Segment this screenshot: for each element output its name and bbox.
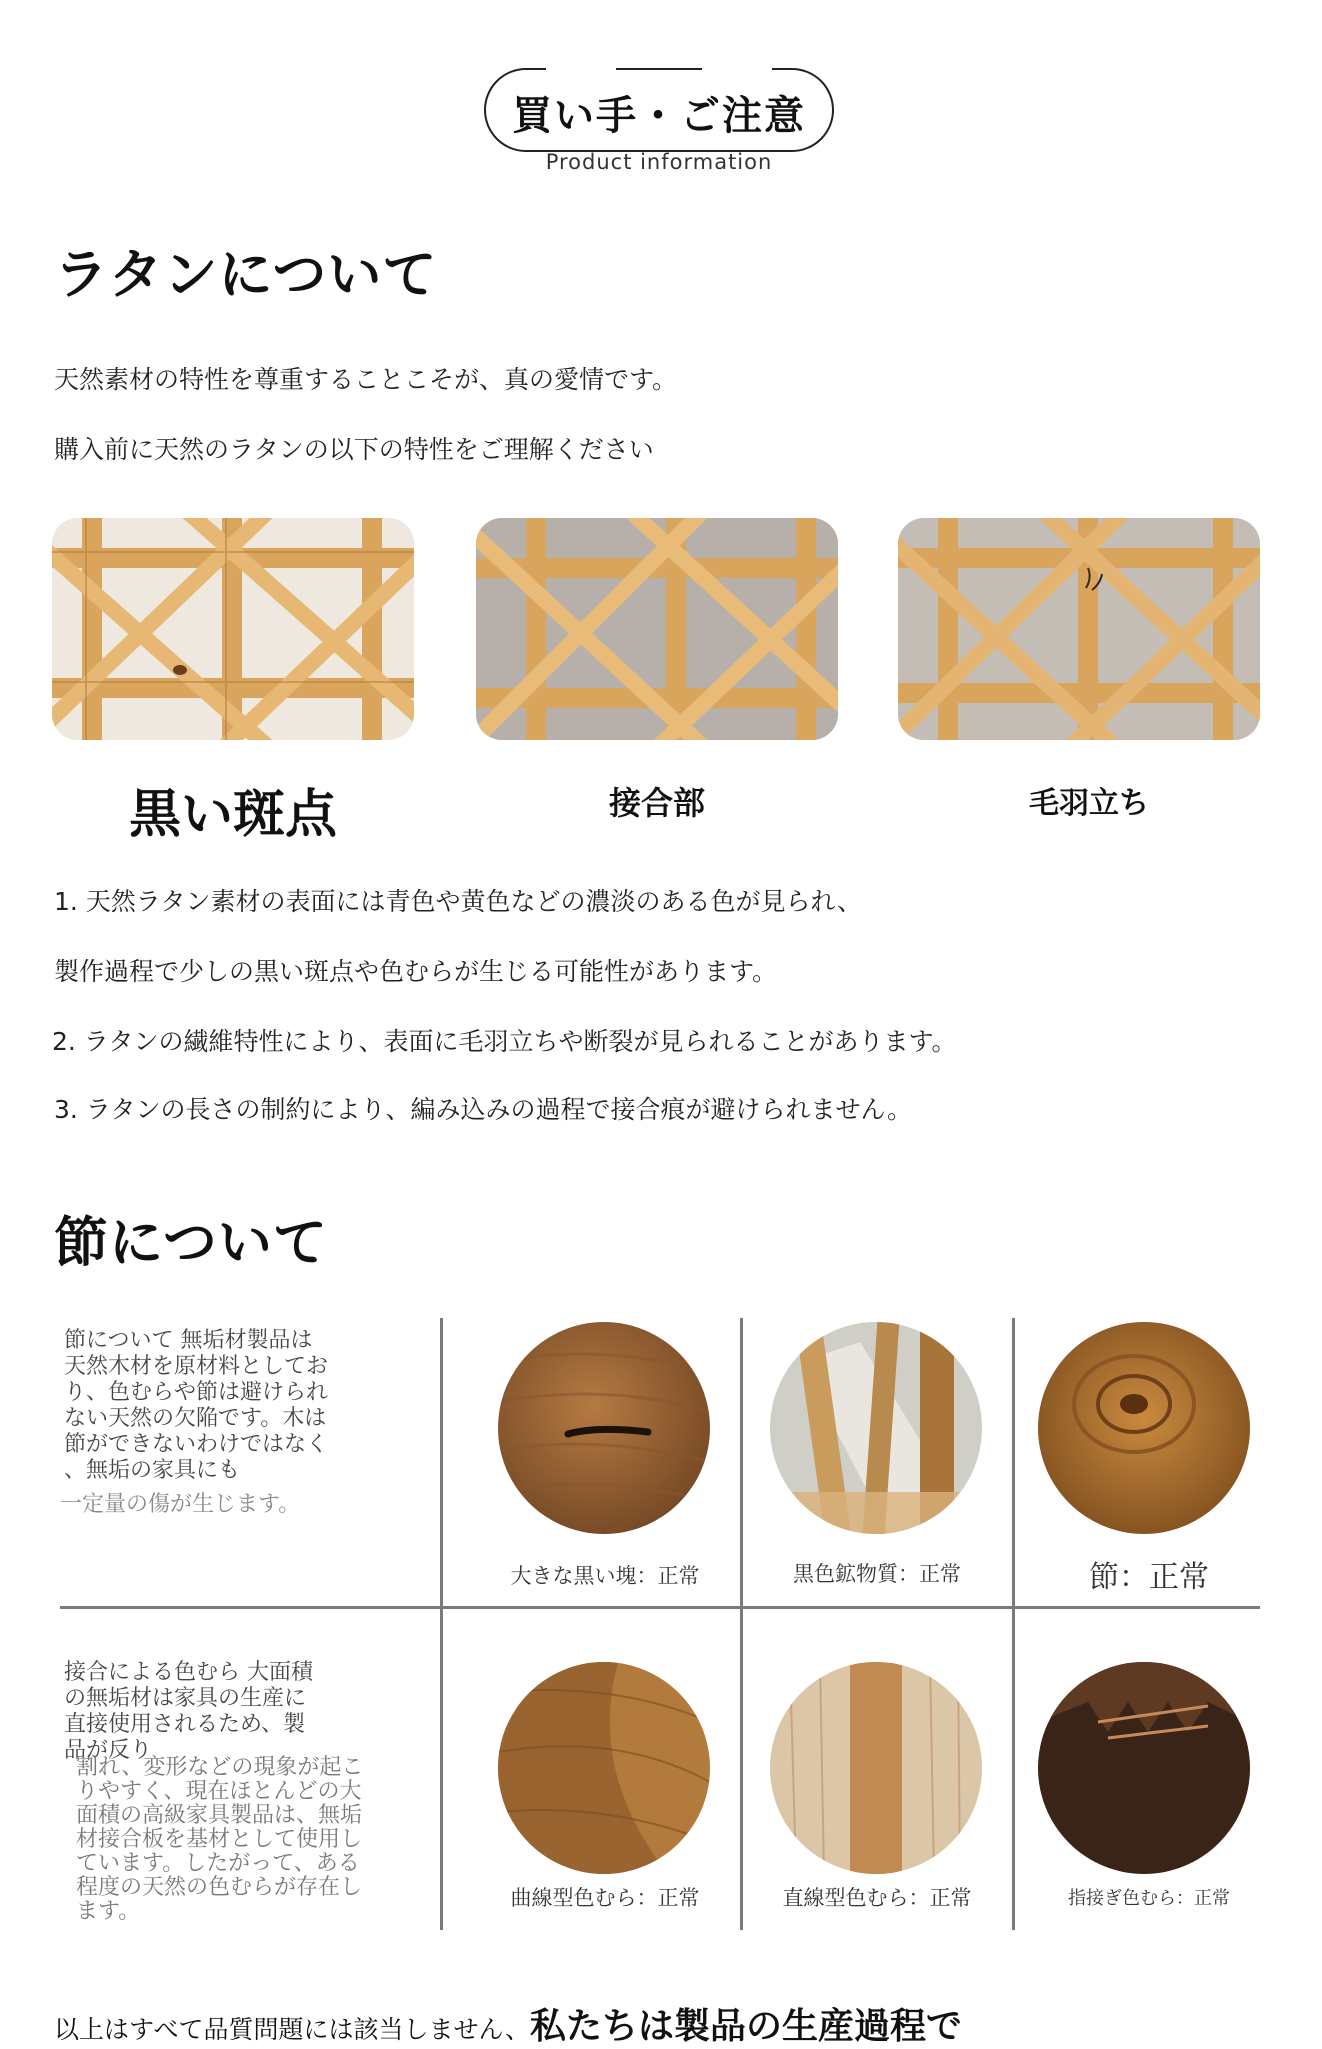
grain-caption-finger-joint: 指接ぎ色むら：正常 — [1068, 1888, 1230, 1909]
header-badge — [484, 68, 834, 152]
rattan-note-2: 2. ラタンの繊維特性により、表面に毛羽立ちや断裂が見られることがあります。 — [52, 1027, 957, 1056]
grain-caption-straight: 直線型色むら：正常 — [782, 1886, 972, 1910]
grid-divider-h — [60, 1606, 1260, 1609]
grid-divider-v1 — [440, 1318, 443, 1930]
rattan-intro-2: 購入前に天然のラタンの以下の特性をご理解ください — [54, 435, 654, 464]
rattan-photo-joints — [476, 518, 838, 740]
rattan-note-3: 3. ラタンの長さの制約により、編み込みの過程で接合痕が避けられません。 — [54, 1095, 913, 1124]
grain-photo-finger-joint — [1038, 1662, 1250, 1874]
knot-caption-black-mineral: 黒色鉱物質：正常 — [793, 1562, 961, 1586]
footer-note — [54, 1998, 962, 2049]
rattan-photo-fuzz — [898, 518, 1260, 740]
knot-photo-knot — [1038, 1322, 1250, 1534]
grain-photo-straight — [770, 1662, 982, 1874]
knot-caption-knot: 節：正常 — [1089, 1560, 1209, 1595]
grain-photo-curved — [498, 1662, 710, 1874]
rattan-intro-1: 天然素材の特性を尊重することこそが、真の愛情です。 — [54, 365, 678, 394]
header-title: 買い手・ご注意 — [512, 93, 806, 139]
knots-row1-text: 節について 無垢材製品は 天然木材を原材料としてお り、色むらや節は避けられ ない天然の欠陥です。木は 節ができないわけではなく 、無垢の家具にも 一定量の傷が生じます。 — [60, 1328, 329, 1517]
rattan-note-1b: 製作過程で少しの黒い斑点や色むらが生じる可能性があります。 — [54, 957, 778, 986]
rattan-caption-fuzz: 毛羽立ち — [1029, 786, 1149, 821]
knot-caption-black-lump: 大きな黒い塊：正常 — [510, 1564, 700, 1588]
knot-photo-black-mineral — [770, 1322, 982, 1534]
knot-photo-black-lump — [498, 1322, 710, 1534]
rattan-caption-black-spots: 黒い斑点 — [128, 785, 337, 845]
rattan-photo-black-spots — [52, 518, 414, 740]
knots-section-title: 節について — [54, 1211, 328, 1274]
rattan-note-1: 1. 天然ラタン素材の表面には青色や黄色などの濃淡のある色が見られ、 — [54, 887, 863, 916]
footer-note-small: 以上はすべて品質問題には該当しません、 — [54, 2015, 531, 2044]
rattan-caption-joints: 接合部 — [608, 784, 705, 822]
footer-note-big: 私たちは製品の生産過程で — [530, 2006, 963, 2047]
knots-row2-text-tail: 割れ、変形などの現象が起こ りやすく、現在ほとんどの大 面積の高級家具製品は、無垢 材接合板を基材として使用し ています。したがって、ある 程度の天然の色むらが存在し ます。 — [76, 1755, 364, 1924]
grid-divider-v2 — [740, 1318, 743, 1930]
grain-caption-curved: 曲線型色むら：正常 — [510, 1886, 700, 1910]
header-subtitle: Product information — [545, 150, 773, 174]
grid-divider-v3 — [1012, 1318, 1015, 1930]
knots-row2-text: 接合による色むら 大面積 の無垢材は家具の生産に 直接使用されるため、製 品が反り — [64, 1660, 313, 1763]
rattan-section-title: ラタンについて — [54, 243, 438, 306]
